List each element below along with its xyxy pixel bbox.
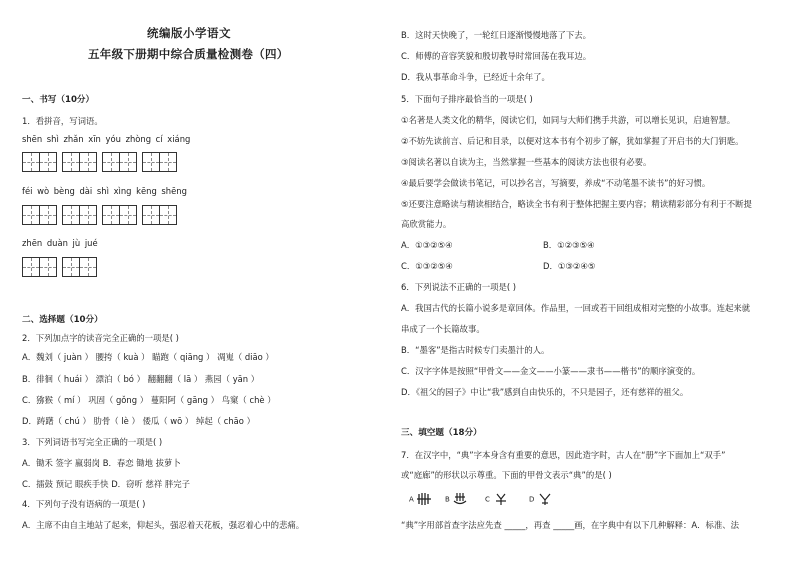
q5-sentence-5: ⑤还要注意略读与精读相结合，略读全书有利于整体把握主要内容；精读精彩部分有利于不断提: [401, 199, 752, 209]
q7-option-d-label: D: [529, 495, 535, 504]
left-column: [22, 0, 382, 561]
question-5: 5．下面句子排序最恰当的一项是( ): [401, 94, 533, 104]
question-7-line-3: “典”字用部首查字法应先查 _____，再查 _____画，在字典中有以下几种解释：A．标准、法: [401, 520, 739, 530]
q6-option-d[interactable]: D．《祖父的园子》中让“我”感到自由快乐的，不只是园子，还有慈祥的祖父。: [401, 387, 689, 397]
page-subtitle: 五年级下册期中综合质量检测卷（四）: [88, 47, 289, 61]
writing-grid-row-3[interactable]: [22, 257, 102, 277]
oracle-glyph-d-icon: [537, 492, 553, 506]
q2-option-a[interactable]: A．魏刘（ juàn ） 腰挎（ kuà ） 瞄跑（ qiāng ） 凋嵬（ diāo ）: [22, 352, 274, 362]
q6-option-a[interactable]: A．我国古代的长篇小说多是章回体。作品里，一回或若干回组成相对完整的小故事。连起来就: [401, 303, 751, 313]
oracle-glyph-a-icon: [416, 492, 432, 506]
question-7-line-1: 7．在汉字中，“典”字本身含有重要的意思，因此造字时，古人在“册”字下面加上“双手”: [401, 450, 726, 460]
q6-option-a-cont: 串成了一个长篇故事。: [401, 324, 485, 334]
q5-sentence-4: ④最后要学会做读书笔记，可以抄名言，写摘要，养成“不动笔墨不读书”的好习惯。: [401, 178, 711, 188]
question-6: 6．下列说法不正确的一项是( ): [401, 282, 517, 292]
q7-option-b[interactable]: [445, 492, 468, 506]
q2-option-d[interactable]: D．踌躇（ chú ） 肋骨（ lè ） 倭瓜（ wō ） 绰起（ chāo ）: [22, 416, 255, 426]
question-4: 4．下列句子没有语病的一项是( ): [22, 499, 146, 509]
q3-options-cd[interactable]: C．擂鼓 预记 眼疾手快 D．窃听 慈祥 胖完子: [22, 479, 190, 489]
q5-option-d[interactable]: D．①③②④⑤: [543, 261, 596, 271]
page-title: 统编版小学语文: [147, 26, 231, 40]
section-2-heading: 二、选择题（10分）: [22, 315, 103, 325]
q7-option-a[interactable]: [409, 492, 432, 506]
q5-option-c[interactable]: C．①③②⑤④: [401, 261, 453, 271]
writing-grid-row-1[interactable]: [22, 152, 182, 172]
q6-option-c[interactable]: C．汉字字体是按照“甲骨文——金文——小篆——隶书——楷书”的顺序演变的。: [401, 366, 701, 376]
q5-sentence-5-cont: 高欣赏能力。: [401, 219, 452, 229]
q5-sentence-2: ②不妨先读前言、后记和目录，以便对这本书有个初步了解，犹如掌握了开启书的大门钥匙。: [401, 136, 744, 146]
right-column: [401, 0, 781, 561]
q7-option-c-label: C: [485, 495, 490, 504]
pinyin-row-1: shēn shì zhǎn xīn yóu zhòng cí xiáng: [22, 134, 191, 144]
q7-option-c[interactable]: [485, 492, 509, 506]
question-3: 3．下列词语书写完全正确的一项是( ): [22, 437, 163, 447]
q2-option-c[interactable]: C．猕猴（ mí ） 巩固（ gǒng ） 蔓阳阿（ gāng ） 鸟窠（ chè ）: [22, 395, 276, 405]
writing-grid-row-2[interactable]: [22, 205, 182, 225]
question-1: 1．看拼音，写词语。: [22, 116, 103, 126]
q5-sentence-3: ③阅读名著以自读为主，当然掌握一些基本的阅读方法也很有必要。: [401, 157, 652, 167]
question-2: 2．下列加点字的读音完全正确的一项是( ): [22, 333, 179, 343]
q7-option-d[interactable]: [529, 492, 553, 506]
q5-sentence-1: ①名著是人类文化的精华，阅读它们，如同与大师们携手共游，可以增长见识，启迪智慧。: [401, 115, 736, 125]
q7-option-b-label: B: [445, 495, 450, 504]
q6-option-b[interactable]: B．“墨客”是指古时候专门卖墨汁的人。: [401, 345, 550, 355]
q4-option-b[interactable]: B．这时天快晚了，一轮红日逐渐慢慢地落了下去。: [401, 30, 591, 40]
oracle-glyph-c-icon: [493, 492, 509, 506]
q3-options-ab[interactable]: A．锄禾 签字 嬴弱岗 B．春恋 锄地 拔萝卜: [22, 458, 181, 468]
q4-option-d[interactable]: D．我从事革命斗争，已经近十余年了。: [401, 72, 550, 82]
section-3-heading: 三、填空题（18分）: [401, 428, 482, 438]
question-7-line-2: 或“庭廊”的形状以示尊重。下面的甲骨文表示“典”的是( ): [401, 470, 612, 480]
q4-option-a[interactable]: A．主席不由自主地站了起来，仰起头，强忍着天花板，强忍着心中的悲痛。: [22, 520, 305, 530]
oracle-glyph-b-icon: [452, 492, 468, 506]
q5-option-b[interactable]: B．①②③⑤④: [543, 240, 595, 250]
q4-option-c[interactable]: C．师傅的音容笑貌和殷切教导时常回荡在我耳边。: [401, 51, 592, 61]
section-1-heading: 一、书写（10分）: [22, 95, 95, 105]
q2-option-b[interactable]: B．徘徊（ huái ） 漂泊（ bó ） 翻翻翻（ lā ） 燕园（ yān ）: [22, 374, 260, 384]
q7-option-a-label: A: [409, 495, 414, 504]
pinyin-row-2: féi wò bèng dài shì xìng kēng shēng: [22, 186, 187, 196]
pinyin-row-3: zhēn duàn jù jué: [22, 238, 98, 248]
q5-option-a[interactable]: A．①③②⑤④: [401, 240, 453, 250]
